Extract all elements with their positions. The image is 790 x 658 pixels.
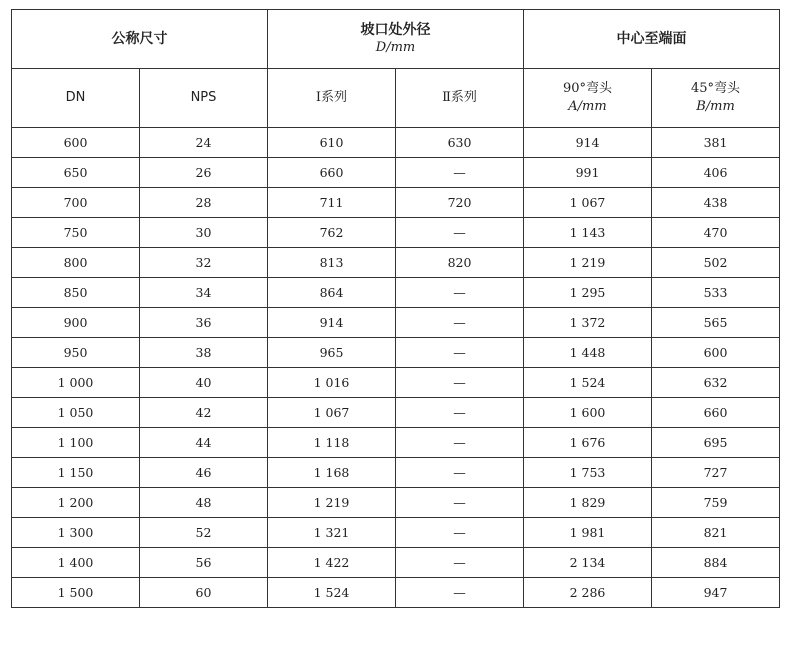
series2-cell: 630 <box>396 128 524 158</box>
dn-cell: 600 <box>12 128 140 158</box>
table-row <box>12 518 780 548</box>
table-row <box>12 488 780 518</box>
series2-cell: — <box>396 428 524 458</box>
table-row <box>12 548 780 578</box>
elbow90-cell: 2 134 <box>524 548 652 578</box>
elbow90-cell: 1 372 <box>524 308 652 338</box>
elbow45-cell: 821 <box>652 518 780 548</box>
elbow45-header <box>652 69 780 128</box>
nps-cell: 60 <box>140 578 268 608</box>
series2-cell: — <box>396 338 524 368</box>
elbow90-cell: 1 676 <box>524 428 652 458</box>
elbow90-cell: 1 829 <box>524 488 652 518</box>
nps-cell: 26 <box>140 158 268 188</box>
dn-cell: 1 500 <box>12 578 140 608</box>
elbow45-cell: 565 <box>652 308 780 338</box>
table-row <box>12 578 780 608</box>
dn-cell: 650 <box>12 158 140 188</box>
elbow90-cell: 1 753 <box>524 458 652 488</box>
series2-cell: — <box>396 548 524 578</box>
elbow45-cell: 381 <box>652 128 780 158</box>
dimension-table <box>11 9 780 608</box>
elbow90-cell: 1 067 <box>524 188 652 218</box>
elbow90-cell: 1 448 <box>524 338 652 368</box>
nps-cell: 56 <box>140 548 268 578</box>
series2-cell: — <box>396 368 524 398</box>
series1-cell: 762 <box>268 218 396 248</box>
elbow45-cell: 470 <box>652 218 780 248</box>
nps-cell: 34 <box>140 278 268 308</box>
elbow90-cell: 1 295 <box>524 278 652 308</box>
elbow45-cell: 884 <box>652 548 780 578</box>
table-row <box>12 428 780 458</box>
table-row <box>12 158 780 188</box>
bevel-od-title: 坡口处外径 <box>360 22 431 38</box>
series1-cell: 965 <box>268 338 396 368</box>
elbow45-cell: 600 <box>652 338 780 368</box>
elbow45-cell: 947 <box>652 578 780 608</box>
dn-cell: 800 <box>12 248 140 278</box>
bevel-od-header <box>268 10 524 69</box>
dn-cell: 900 <box>12 308 140 338</box>
elbow45-cell: 759 <box>652 488 780 518</box>
elbow90-cell: 1 981 <box>524 518 652 548</box>
nps-cell: 38 <box>140 338 268 368</box>
elbow45-cell: 660 <box>652 398 780 428</box>
dn-cell: 850 <box>12 278 140 308</box>
bevel-od-unit: D/mm <box>375 40 416 55</box>
nps-cell: 52 <box>140 518 268 548</box>
dn-header: DN <box>12 69 140 128</box>
elbow90-title: 90°弯头 <box>562 81 613 96</box>
nps-cell: 48 <box>140 488 268 518</box>
series2-cell: — <box>396 488 524 518</box>
dn-cell: 700 <box>12 188 140 218</box>
dn-cell: 750 <box>12 218 140 248</box>
series1-cell: 1 422 <box>268 548 396 578</box>
series1-header: Ⅰ系列 <box>268 69 396 128</box>
elbow90-cell: 914 <box>524 128 652 158</box>
series2-cell: — <box>396 518 524 548</box>
elbow45-unit: B/mm <box>696 99 735 114</box>
table-row <box>12 218 780 248</box>
nps-cell: 24 <box>140 128 268 158</box>
elbow90-cell: 1 524 <box>524 368 652 398</box>
nps-cell: 46 <box>140 458 268 488</box>
nps-header: NPS <box>140 69 268 128</box>
dn-cell: 1 000 <box>12 368 140 398</box>
table-row <box>12 338 780 368</box>
elbow45-cell: 502 <box>652 248 780 278</box>
elbow45-cell: 406 <box>652 158 780 188</box>
series1-cell: 1 067 <box>268 398 396 428</box>
table-row <box>12 128 780 158</box>
nps-cell: 32 <box>140 248 268 278</box>
elbow90-cell: 991 <box>524 158 652 188</box>
series1-cell: 864 <box>268 278 396 308</box>
series2-header: Ⅱ系列 <box>396 69 524 128</box>
series1-cell: 1 118 <box>268 428 396 458</box>
dn-cell: 1 050 <box>12 398 140 428</box>
dn-cell: 1 100 <box>12 428 140 458</box>
nominal-size-header: 公称尺寸 <box>12 10 268 69</box>
elbow45-cell: 438 <box>652 188 780 218</box>
series2-cell: — <box>396 458 524 488</box>
series2-cell: — <box>396 398 524 428</box>
series2-cell: — <box>396 578 524 608</box>
elbow90-header <box>524 69 652 128</box>
nps-cell: 28 <box>140 188 268 218</box>
series2-cell: — <box>396 158 524 188</box>
series1-cell: 1 321 <box>268 518 396 548</box>
nps-cell: 42 <box>140 398 268 428</box>
nps-cell: 40 <box>140 368 268 398</box>
elbow90-cell: 1 219 <box>524 248 652 278</box>
series1-cell: 1 219 <box>268 488 396 518</box>
series2-cell: — <box>396 218 524 248</box>
dn-cell: 950 <box>12 338 140 368</box>
dn-cell: 1 200 <box>12 488 140 518</box>
series1-cell: 711 <box>268 188 396 218</box>
dn-cell: 1 300 <box>12 518 140 548</box>
elbow90-cell: 2 286 <box>524 578 652 608</box>
series2-cell: — <box>396 308 524 338</box>
table-row <box>12 458 780 488</box>
series2-cell: 720 <box>396 188 524 218</box>
elbow45-cell: 533 <box>652 278 780 308</box>
dn-cell: 1 400 <box>12 548 140 578</box>
table-body <box>12 128 780 608</box>
series1-cell: 1 168 <box>268 458 396 488</box>
elbow45-cell: 695 <box>652 428 780 458</box>
nps-cell: 30 <box>140 218 268 248</box>
nps-cell: 36 <box>140 308 268 338</box>
elbow90-unit: A/mm <box>568 99 607 114</box>
series1-cell: 813 <box>268 248 396 278</box>
series1-cell: 610 <box>268 128 396 158</box>
elbow45-cell: 727 <box>652 458 780 488</box>
series1-cell: 914 <box>268 308 396 338</box>
elbow90-cell: 1 143 <box>524 218 652 248</box>
table-row <box>12 308 780 338</box>
elbow90-cell: 1 600 <box>524 398 652 428</box>
table-row <box>12 188 780 218</box>
table-row <box>12 248 780 278</box>
table-row <box>12 278 780 308</box>
center-to-end-header: 中心至端面 <box>524 10 780 69</box>
series1-cell: 1 524 <box>268 578 396 608</box>
nps-cell: 44 <box>140 428 268 458</box>
table-row <box>12 368 780 398</box>
series1-cell: 1 016 <box>268 368 396 398</box>
series2-cell: — <box>396 278 524 308</box>
elbow45-title: 45°弯头 <box>690 81 741 96</box>
table-row <box>12 398 780 428</box>
dn-cell: 1 150 <box>12 458 140 488</box>
elbow45-cell: 632 <box>652 368 780 398</box>
series2-cell: 820 <box>396 248 524 278</box>
series1-cell: 660 <box>268 158 396 188</box>
